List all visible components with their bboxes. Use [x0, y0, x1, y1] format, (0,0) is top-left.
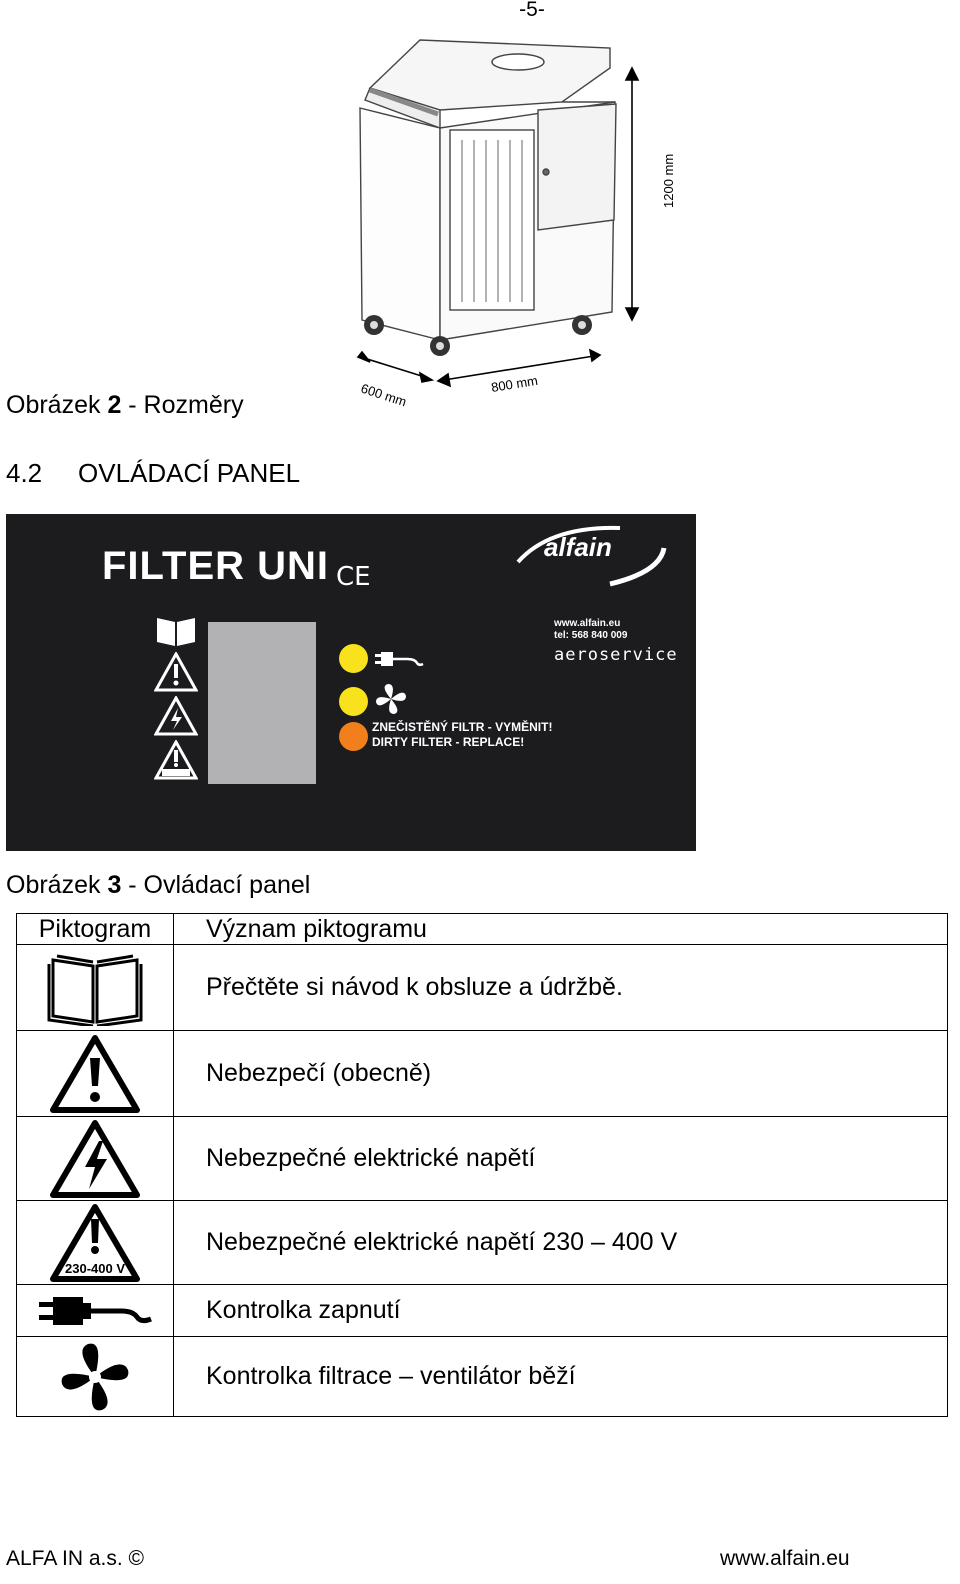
table-row [17, 1117, 948, 1201]
voltage-230-400-icon [49, 1203, 141, 1283]
table-row [17, 1285, 948, 1337]
row-meaning: Nebezpečné elektrické napětí [174, 1117, 948, 1201]
manual-book-icon [154, 614, 198, 648]
manual-book-icon [47, 950, 143, 1026]
table-row [17, 1201, 948, 1285]
panel-contact: www.alfain.eu tel: 568 840 009 [554, 618, 628, 641]
panel-display [208, 622, 316, 784]
depth-dimension: 600 mm [359, 380, 409, 410]
section-heading: 4.2 OVLÁDACÍ PANEL [6, 458, 301, 488]
table-row [17, 1337, 948, 1417]
header-pictogram: Piktogram [17, 914, 174, 945]
electric-hazard-icon [49, 1119, 141, 1199]
ce-mark: CE [336, 562, 371, 592]
footer-company: ALFA IN a.s. © [6, 1547, 145, 1570]
table-row [17, 945, 948, 1031]
table-row [17, 1031, 948, 1117]
panel-title: FILTER UNI [102, 544, 330, 588]
width-dimension: 800 mm [490, 372, 539, 395]
filter-warning: ZNEČISTĚNÝ FILTR - VYMĚNIT! DIRTY FILTER - REPLACE! [372, 720, 553, 749]
row-meaning: Nebezpečné elektrické napětí 230 – 400 V [174, 1201, 948, 1285]
general-danger-icon [154, 652, 198, 692]
power-plug-icon [35, 1291, 155, 1331]
machine-dimensions-drawing [340, 20, 700, 420]
brand-swoosh-icon [510, 522, 670, 592]
power-led [339, 644, 368, 673]
fan-led [339, 687, 368, 716]
row-meaning: Kontrolka filtrace – ventilátor běží [174, 1337, 948, 1417]
control-panel-image [6, 514, 696, 851]
partner-logo: aeroservice [554, 645, 678, 665]
fan-icon [58, 1340, 132, 1414]
brand-logo: alfain [544, 532, 612, 562]
general-danger-icon [49, 1034, 141, 1114]
fan-icon [374, 682, 408, 716]
voltage-230-400-icon [154, 740, 198, 780]
table-header-row [17, 914, 948, 945]
svg-text:230-400 V: 230-400 V [65, 1260, 125, 1276]
pictogram-table [16, 913, 948, 1417]
row-meaning: Kontrolka zapnutí [174, 1285, 948, 1337]
figure-3-caption: Obrázek 3 - Ovládací panel [6, 871, 311, 899]
height-dimension: 1200 mm [661, 153, 676, 208]
power-plug-icon [373, 648, 425, 670]
page-number: -5- [519, 0, 545, 21]
figure-2-caption: Obrázek 2 - Rozměry [6, 391, 244, 419]
footer-website: www.alfain.eu [720, 1547, 850, 1570]
electric-hazard-icon [154, 696, 198, 736]
filter-led [339, 722, 368, 751]
row-meaning: Nebezpečí (obecně) [174, 1031, 948, 1117]
row-meaning: Přečtěte si návod k obsluze a údržbě. [174, 945, 948, 1031]
header-meaning: Význam piktogramu [174, 914, 948, 945]
